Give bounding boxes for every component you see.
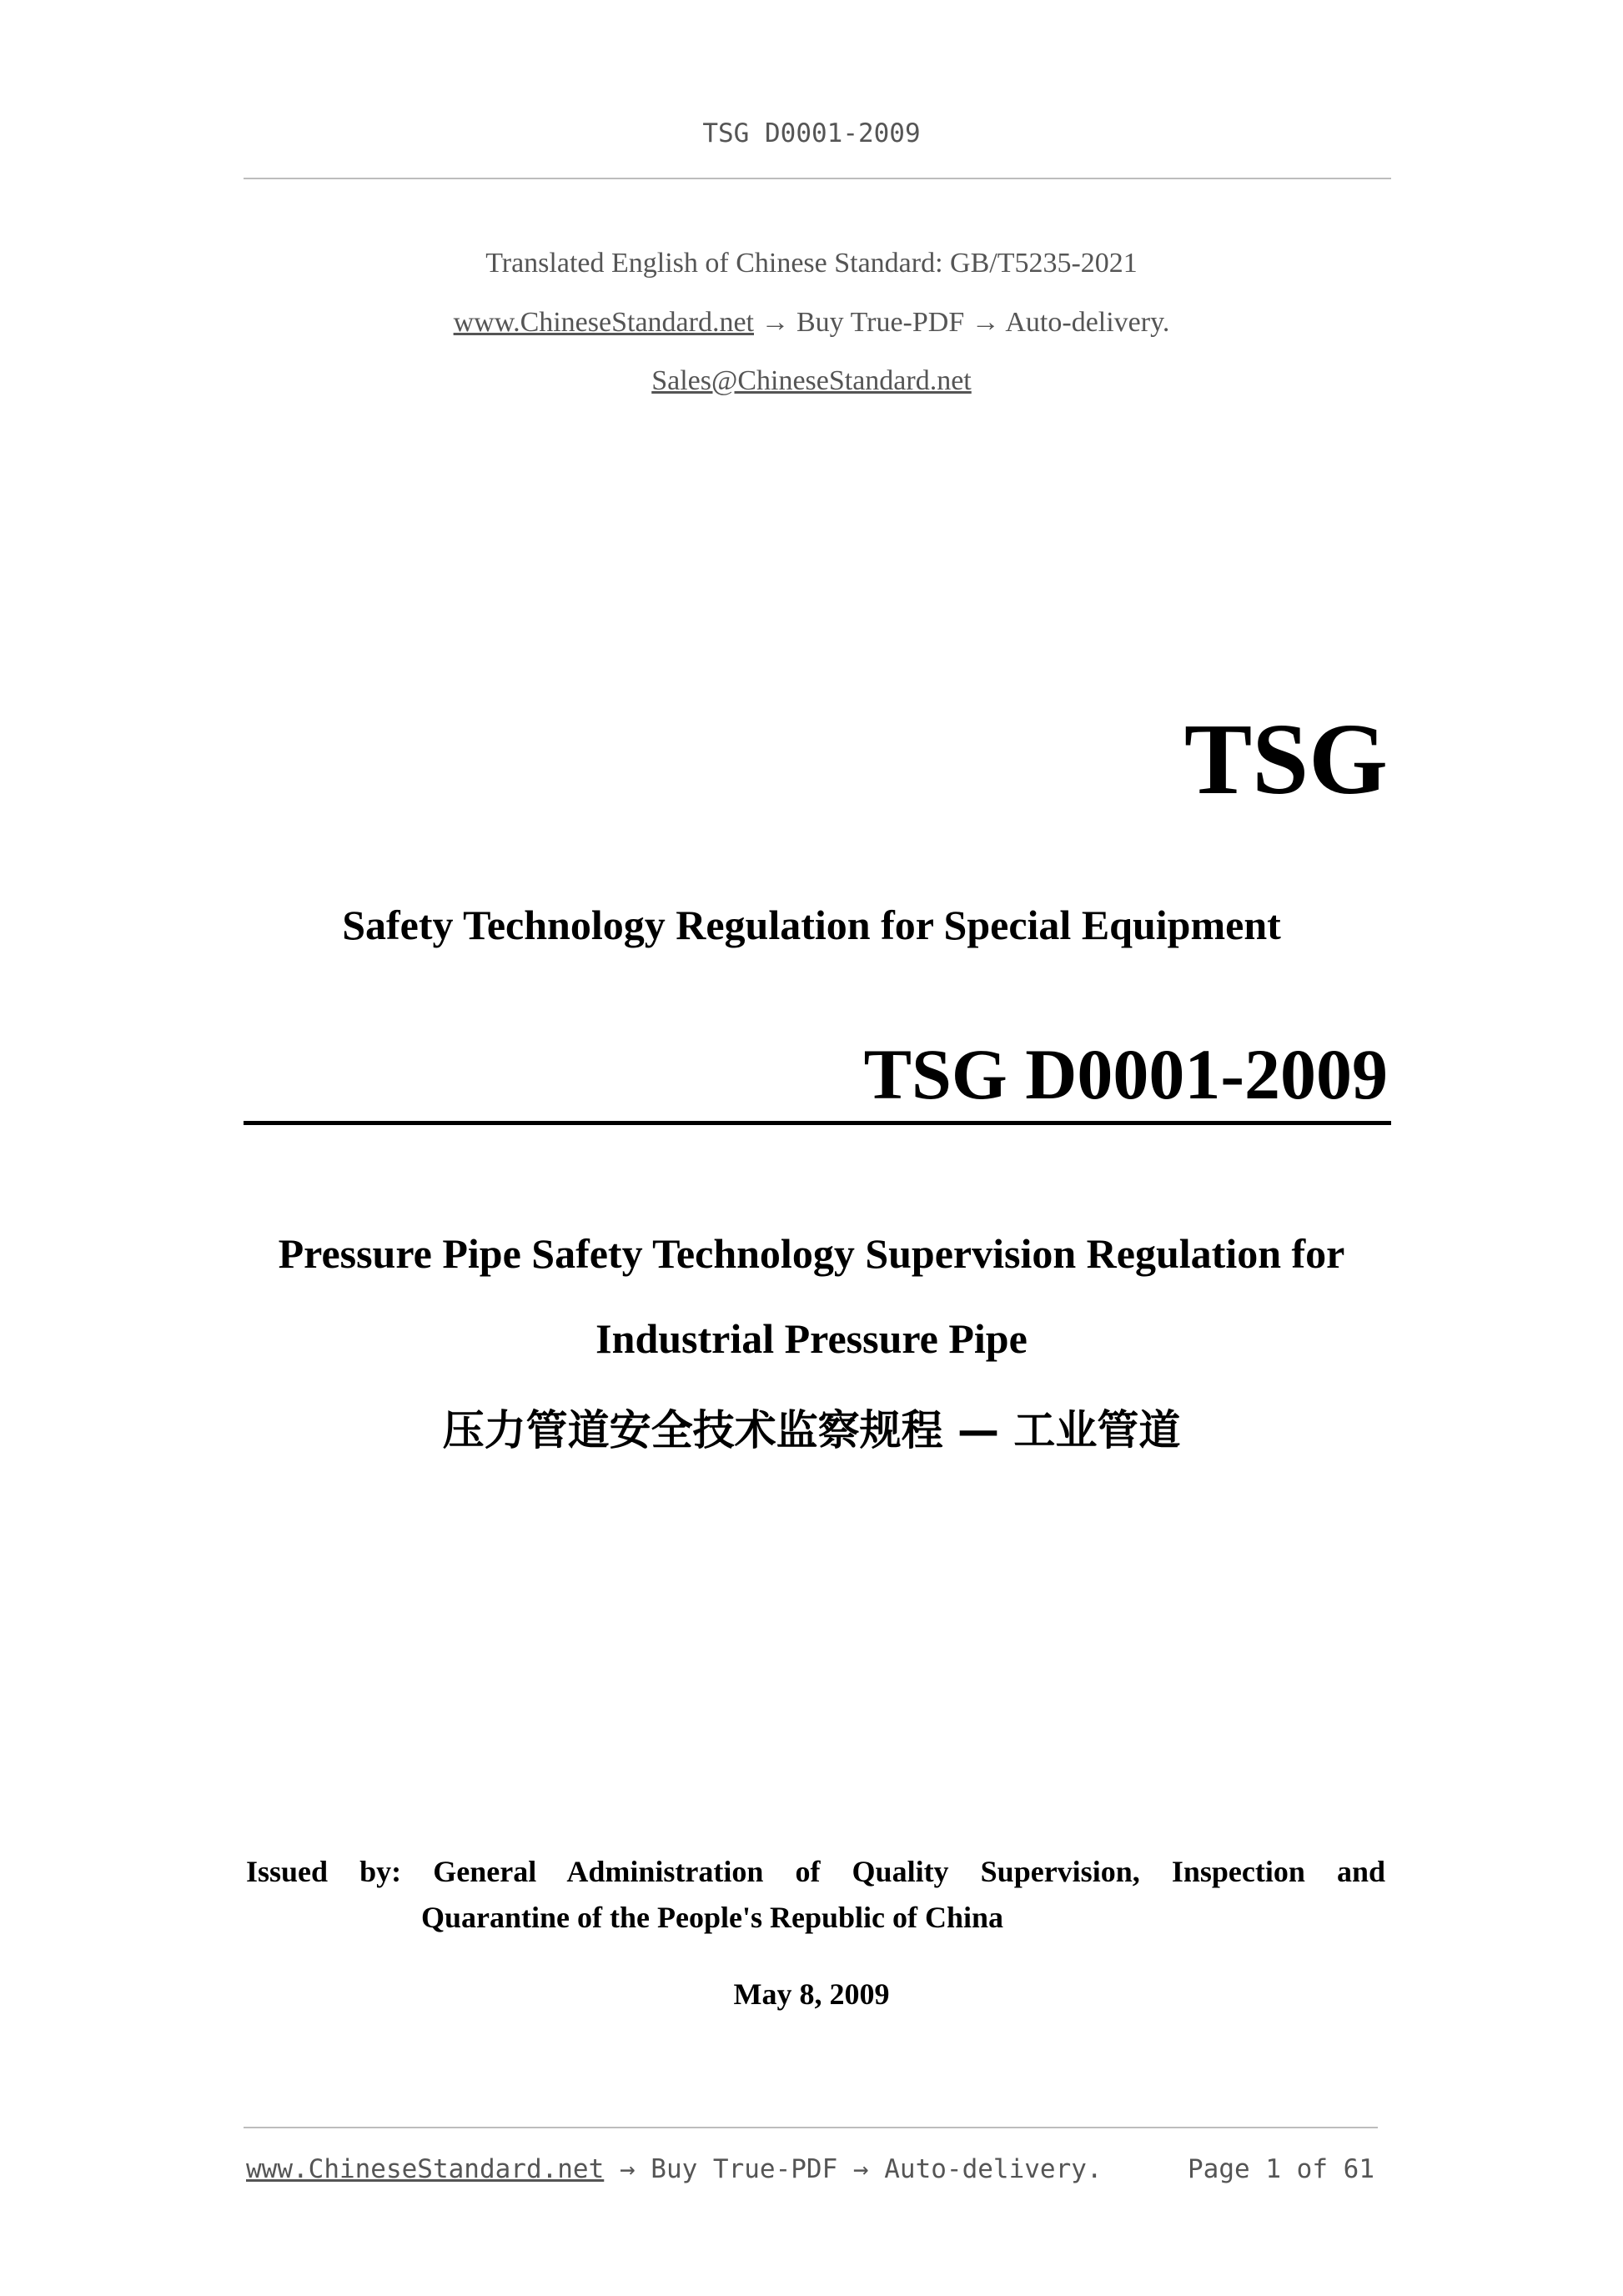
title-divider bbox=[244, 1121, 1391, 1125]
site-link[interactable]: www.ChineseStandard.net bbox=[453, 307, 754, 338]
arrow-right-icon: → bbox=[971, 307, 1000, 338]
page-of: of bbox=[1296, 2154, 1328, 2184]
series-title: Safety Technology Regulation for Special Equipment bbox=[342, 902, 1281, 948]
page-total: 61 bbox=[1343, 2154, 1374, 2184]
footer-purchase-line bbox=[246, 2154, 1103, 2184]
translation-notice: Translated English of Chinese Standard: GB/T5235-2021 bbox=[485, 248, 1138, 279]
buy-text: Buy True-PDF bbox=[796, 307, 965, 338]
standard-number: TSG D0001-2009 bbox=[863, 1034, 1388, 1114]
footer-site-link[interactable]: www.ChineseStandard.net bbox=[246, 2154, 605, 2184]
footer-delivery-text: Auto-delivery. bbox=[884, 2154, 1103, 2184]
page-label: Page bbox=[1188, 2154, 1250, 2184]
series-code: TSG bbox=[1183, 703, 1388, 816]
arrow-right-icon: → bbox=[852, 2154, 869, 2184]
issuer-line2: Quarantine of the People's Republic of China bbox=[421, 1901, 1004, 1934]
sales-email-link[interactable]: Sales@ChineseStandard.net bbox=[651, 365, 972, 396]
document-title-en-line2: Industrial Pressure Pipe bbox=[595, 1315, 1028, 1362]
document-title-cn: 压力管道安全技术监察规程 — 工业管道 bbox=[442, 1406, 1181, 1454]
header-divider bbox=[244, 178, 1391, 179]
purchase-line bbox=[0, 307, 1623, 339]
document-title-en-line1: Pressure Pipe Safety Technology Supervision Regulation for bbox=[278, 1230, 1345, 1277]
arrow-right-icon: → bbox=[619, 2154, 636, 2184]
delivery-text: Auto-delivery. bbox=[1005, 307, 1170, 338]
footer-buy-text: Buy True-PDF bbox=[651, 2154, 838, 2184]
running-header: TSG D0001-2009 bbox=[702, 118, 921, 148]
page-indicator bbox=[1188, 2154, 1374, 2184]
arrow-right-icon: → bbox=[761, 307, 790, 338]
footer-divider bbox=[244, 2127, 1378, 2128]
page-current: 1 bbox=[1265, 2154, 1281, 2184]
issuer-line1: Issued by: General Administration of Quality Supervision, Inspection and bbox=[246, 1855, 1385, 1888]
issue-date: May 8, 2009 bbox=[733, 1977, 890, 2011]
email-line bbox=[0, 365, 1623, 397]
